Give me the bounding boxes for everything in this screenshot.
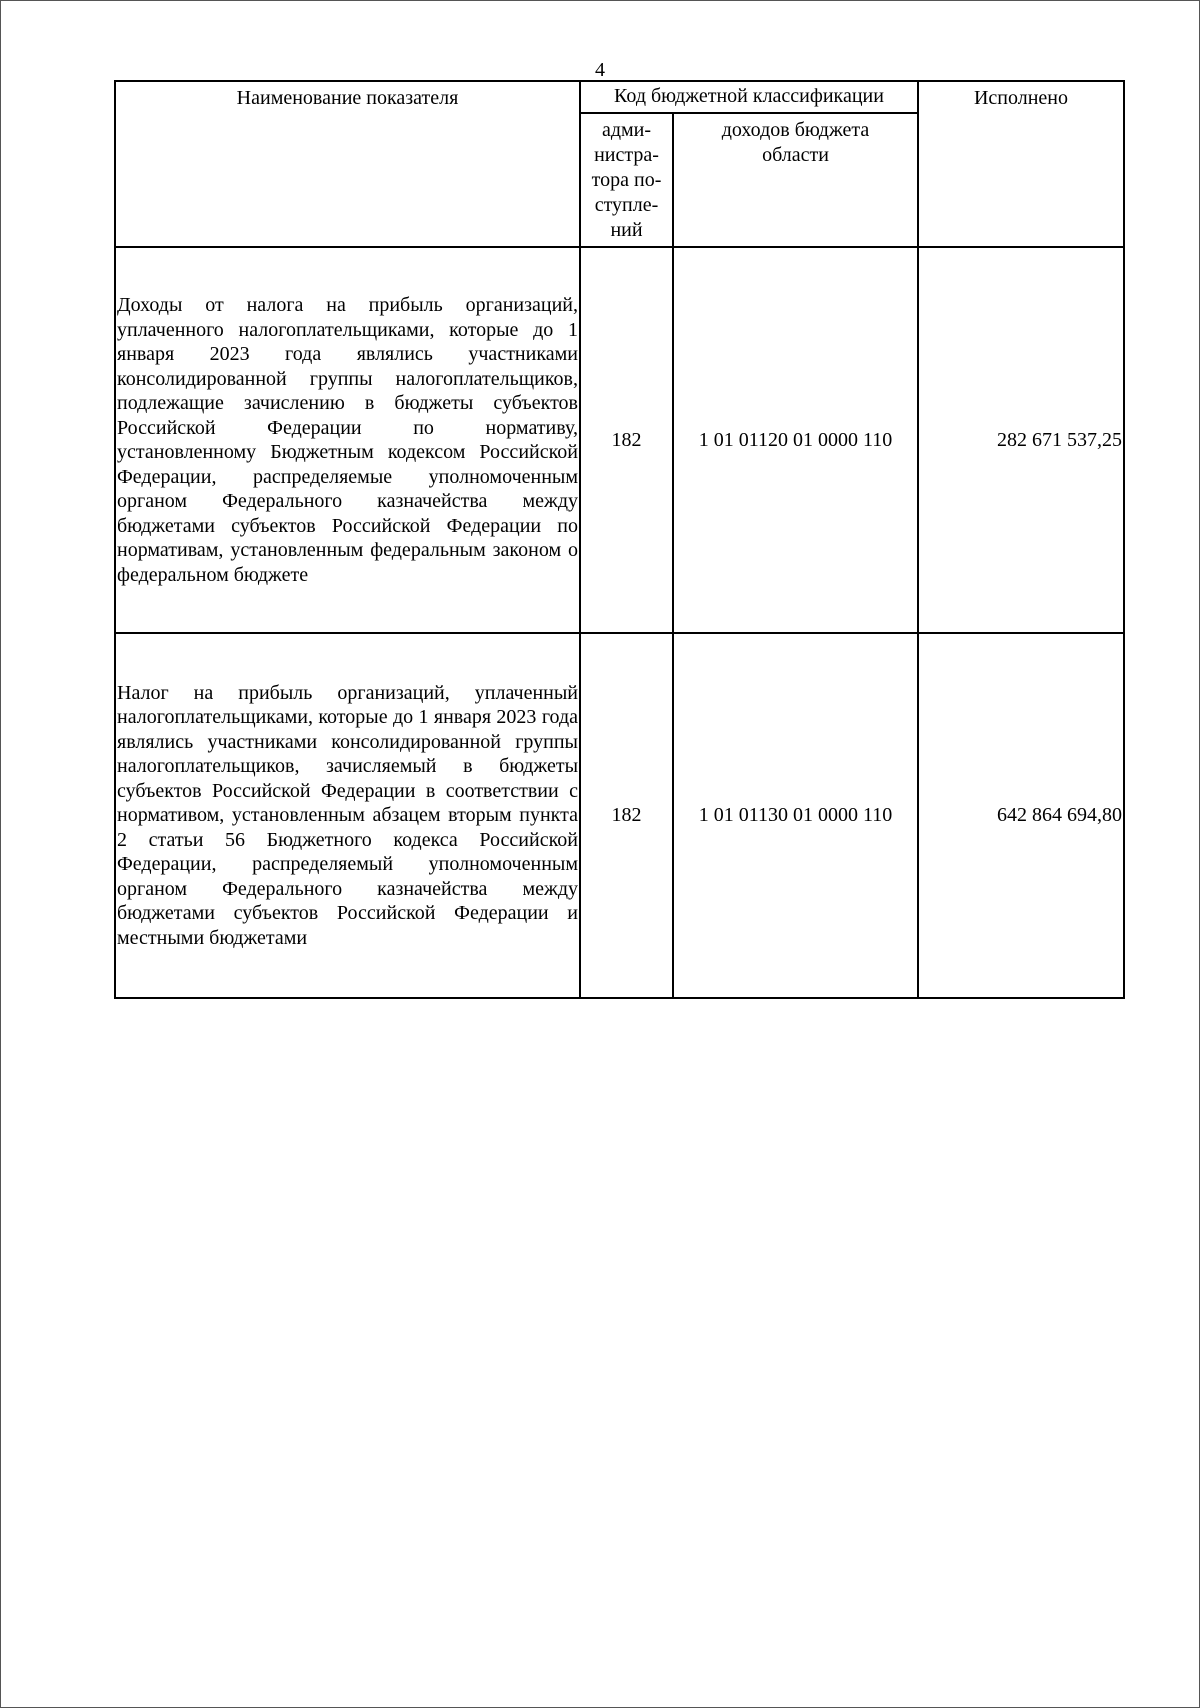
header-budget-classification-code: Код бюджетной классификации (580, 81, 918, 113)
executed-amount-cell: 642 864 694,80 (918, 633, 1124, 998)
administrator-code-cell: 182 (580, 247, 673, 633)
indicator-name-cell: Доходы от налога на прибыль организаций, уплаченного налогоплательщиками, которые до 1 января 2023 года являлись участниками консолидированной группы налогоплательщиков, подлежащие зачислению в бюджеты субъектов Российской Федерации по нормативу, установленному Бюджетным кодексом Российской Федерации, распределяемые уполномоченным органом Федерального казначейства между бюджетами субъектов Российской Федерации по нормативам, установленным федеральным законом о федеральном бюджете (115, 247, 580, 633)
executed-amount-cell: 282 671 537,25 (918, 247, 1124, 633)
header-income-code: доходов бюджета области (673, 113, 918, 247)
header-administrator-code: адми- нистра- тора по- ступле- ний (580, 113, 673, 247)
page-number: 4 (595, 59, 605, 81)
header-executed: Исполнено (918, 81, 1124, 247)
indicator-name-cell: Налог на прибыль организаций, уплаченный налогоплательщиками, которые до 1 января 2023 года являлись участниками консолидированной группы налогоплательщиков, зачисляемый в бюджеты субъектов Российской Федерации в соответствии с нормативом, установленным абзацем вторым пункта 2 статьи 56 Бюджетного кодекса Российской Федерации, распределяемый уполномоченным органом Федерального казначейства между бюджетами субъектов Российской Федерации и местными бюджетами (115, 633, 580, 998)
administrator-code-cell: 182 (580, 633, 673, 998)
header-indicator-name: Наименование показателя (115, 81, 580, 247)
budget-table (114, 80, 1125, 999)
table-row (115, 247, 1124, 633)
income-code-cell: 1 01 01120 01 0000 110 (673, 247, 918, 633)
income-code-cell: 1 01 01130 01 0000 110 (673, 633, 918, 998)
table-row (115, 633, 1124, 998)
table-header-row (115, 81, 1124, 113)
